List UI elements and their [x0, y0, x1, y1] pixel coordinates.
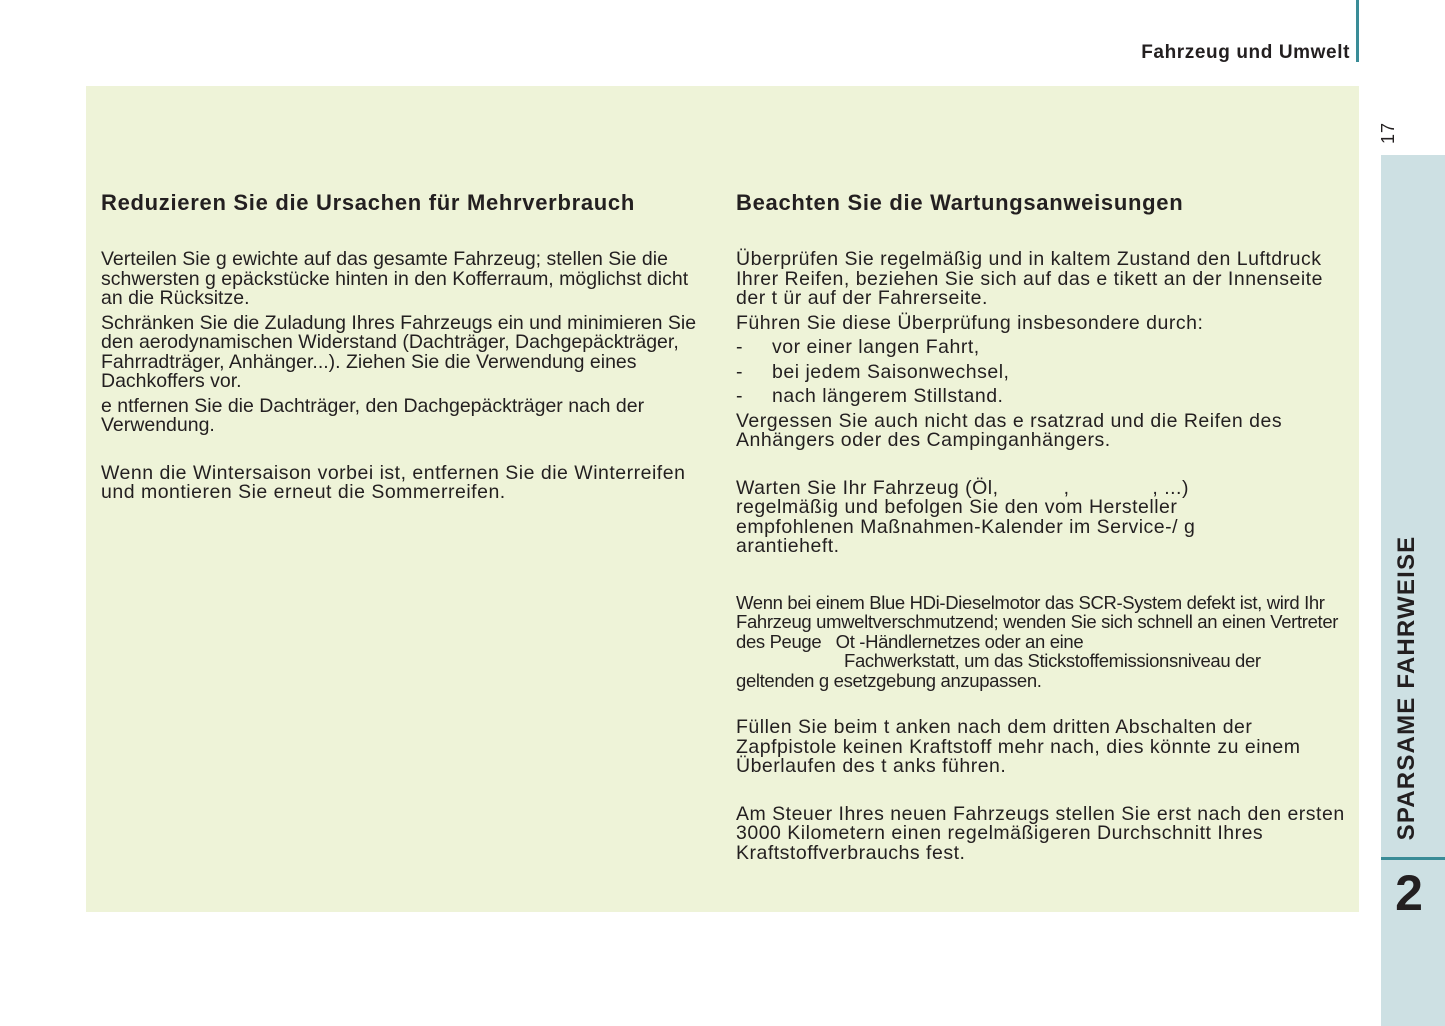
chapter-number: 2 — [1395, 865, 1423, 921]
bullet-text: bei jedem Saisonwechsel, — [772, 360, 1010, 383]
paragraph-spare-wheel: Vergessen Sie auch nicht das e rsatzrad und die Reifen des Anhängers oder des Campinganhängers. — [736, 409, 1283, 451]
list-item — [736, 360, 1348, 383]
chapter-label: SPARSAME FAHRWEISE — [1393, 535, 1420, 841]
chapter-accent-rule — [1381, 857, 1445, 860]
page-number: 17 — [1378, 121, 1398, 145]
paragraph-scr-system — [736, 593, 1348, 691]
right-section-title: Beachten Sie die Wartungsanweisungen — [736, 190, 1184, 215]
list-item — [736, 387, 1348, 407]
bullet-text: nach längerem Stillstand. — [772, 385, 1004, 407]
paragraph-service-line1: Warten Sie Ihr Fahrzeug (Öl, , , ...) — [736, 476, 1189, 499]
left-column — [101, 188, 711, 508]
paragraph-tyre-pressure: Überprüfen Sie regelmäßig und in kaltem Zustand den Luftdruck Ihrer Reifen, beziehen Sie sich auf das e tikett an der Innenseite der t ür auf der Fahrerseite. — [736, 248, 1323, 309]
scr-text-part3: geltenden g esetzgebung anzupassen. — [736, 669, 1042, 691]
paragraph-reduce-load: Schränken Sie die Zuladung Ihres Fahrzeugs ein und minimieren Sie den aerodynamischen Widerstand (Dachträger, Dachgepäckträger, Fahrradträger, Anhänger...). Ziehen Sie die Verwendung eines Dachkoffers vor. — [101, 311, 697, 392]
header-accent-rule — [1356, 0, 1359, 62]
bullet-dash: - — [736, 360, 743, 383]
list-item — [736, 338, 1348, 358]
paragraph-weight-distribution: Verteilen Sie g ewichte auf das gesamte Fahrzeug; stellen Sie die schwersten g epäckstücke hinten in den Kofferraum, möglichst dicht an die Rücksitze. — [101, 248, 689, 309]
paragraph-remove-roof-rack: e ntfernen Sie die Dachträger, den Dachgepäckträger nach der Verwendung. — [101, 394, 645, 436]
paragraph-service-rest: regelmäßig und befolgen Sie den vom Hersteller empfohlenen Maßnahmen-Kalender im Service-/ g arantieheft. — [736, 496, 1196, 557]
running-header-title: Fahrzeug und Umwelt — [1141, 42, 1350, 63]
paragraph-refuelling: Füllen Sie beim t anken nach dem dritten Abschalten der Zapfpistole keinen Kraftstoff mehr nach, dies könnte zu einem Überlaufen des t anks führen. — [736, 716, 1301, 777]
paragraph-check-lead: Führen Sie diese Überprüfung insbesondere durch: — [736, 311, 1204, 334]
bullet-dash: - — [736, 385, 743, 407]
left-section-title: Reduzieren Sie die Ursachen für Mehrverbrauch — [101, 190, 635, 215]
paragraph-new-vehicle: Am Steuer Ihres neuen Fahrzeugs stellen Sie erst nach den ersten 3000 Kilometern einen regelmäßigeren Durchschnitt Ihres Kraftstoffverbrauchs fest. — [736, 802, 1345, 864]
scr-text-part1: Wenn bei einem Blue HDi-Dieselmotor das SCR-System defekt ist, wird Ihr Fahrzeug umweltverschmutzend; wenden Sie sich schnell an einen Vertreter des Peuge Ot -Händlernetzes oder an eine — [736, 591, 1343, 652]
bullet-text: vor einer langen Fahrt, — [772, 336, 980, 358]
scr-text-part2: Fachwerkstatt, um das Stickstoffemissionsniveau der — [844, 650, 1261, 671]
bullet-dash: - — [736, 336, 743, 358]
paragraph-winter-tyres: Wenn die Wintersaison vorbei ist, entfernen Sie die Winterreifen und montieren Sie erneut die Sommerreifen. — [101, 461, 686, 503]
right-column — [736, 188, 1348, 868]
